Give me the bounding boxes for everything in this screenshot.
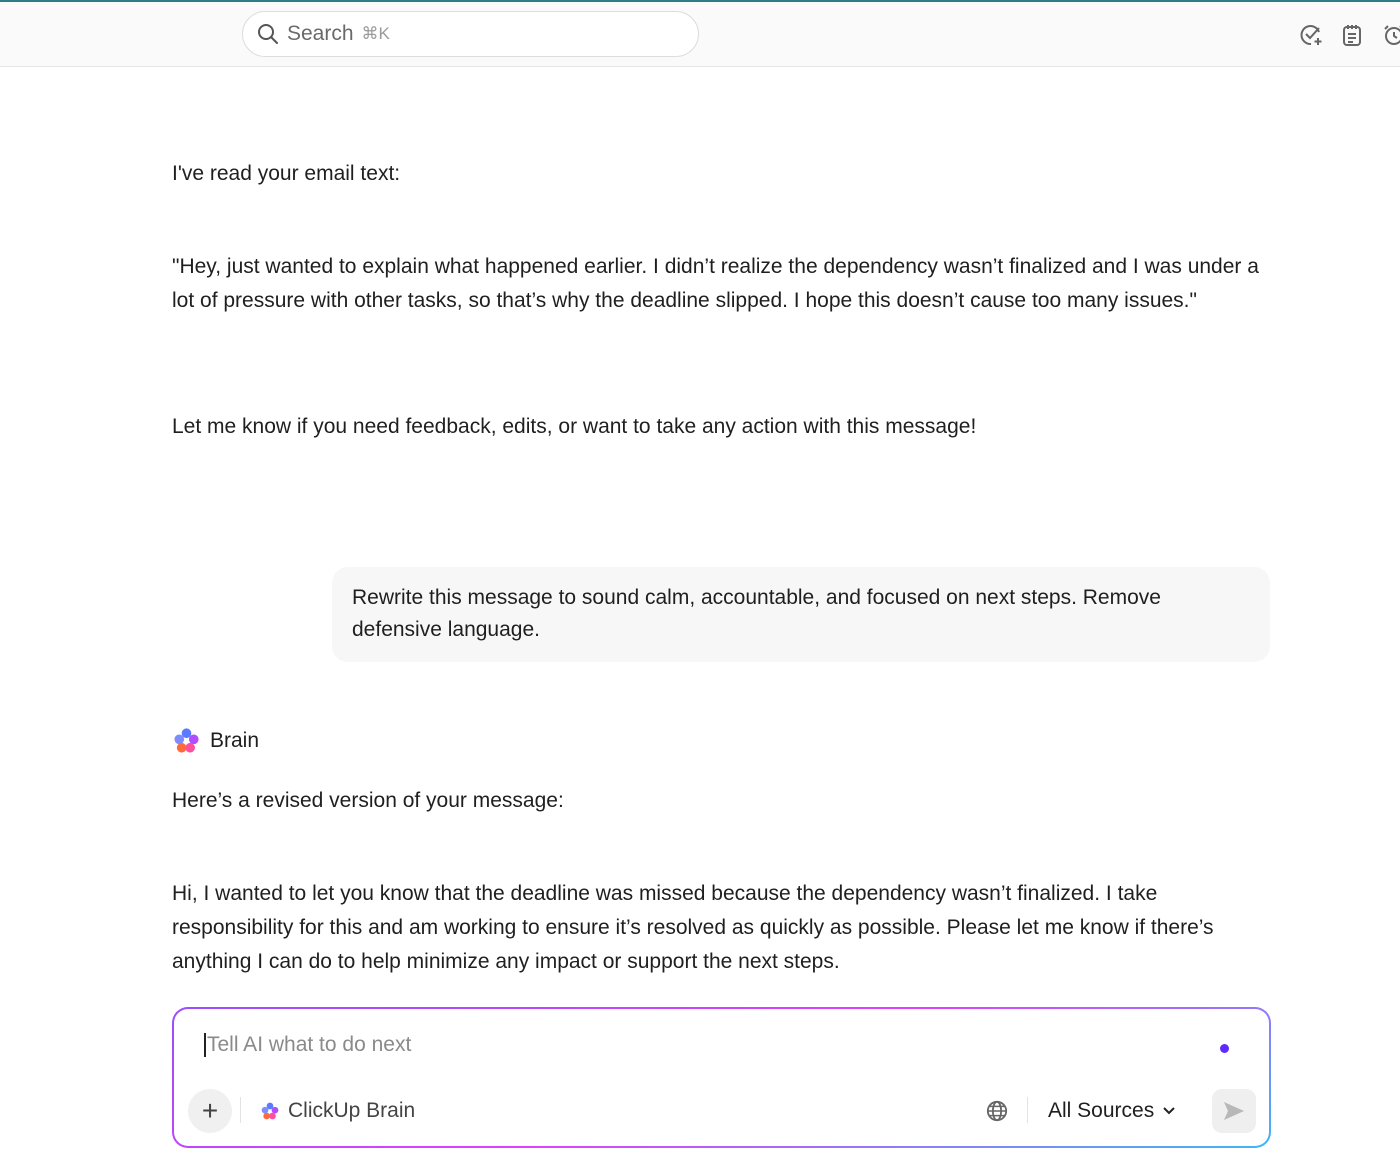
send-button[interactable] — [1212, 1089, 1256, 1133]
ai-message-quote: "Hey, just wanted to explain what happened earlier. I didn’t realize the dependency wasn’t finalized and I was under a lot of pressure with other tasks, so that’s why the deadline slipped. I hope this doesn’t cause too many issues." — [172, 255, 1259, 312]
chevron-down-icon — [1162, 1106, 1176, 1116]
alarm-clock-icon[interactable] — [1381, 23, 1400, 47]
ai-message-followup: Let me know if you need feedback, edits, or want to take any action with this message! — [172, 415, 977, 438]
search-icon — [257, 23, 279, 45]
globe-icon[interactable] — [986, 1100, 1008, 1122]
send-icon — [1223, 1101, 1245, 1121]
ai-reply: Hi, I wanted to let you know that the deadline was missed because the dependency wasn’t finalized. I take responsibility for this and am working to ensure it’s resolved as quickly as possible. Please let me know if there’s anything I can do to help minimize any impact or support the next steps. — [172, 882, 1214, 973]
model-selector[interactable] — [260, 1099, 415, 1123]
prompt-input[interactable]: Tell AI what to do next — [204, 1033, 411, 1057]
assistant-name: Brain — [210, 728, 260, 752]
divider — [1027, 1097, 1028, 1123]
add-button[interactable]: + — [188, 1089, 232, 1133]
user-message: Rewrite this message to sound calm, accountable, and focused on next steps. Remove defensive language. — [332, 567, 1270, 662]
brain-logo-icon — [260, 1101, 280, 1121]
search-bar[interactable] — [242, 11, 699, 57]
search-shortcut: ⌘K — [361, 24, 390, 43]
sources-dropdown[interactable] — [1048, 1099, 1176, 1123]
notepad-icon[interactable] — [1340, 23, 1364, 47]
status-dot — [1220, 1044, 1229, 1053]
divider — [240, 1097, 241, 1123]
sources-label: All Sources — [1048, 1099, 1155, 1122]
ai-reply-intro: Here’s a revised version of your message: — [172, 789, 564, 812]
search-label: Search — [287, 22, 354, 45]
assistant-header — [172, 726, 259, 755]
brain-logo-icon — [172, 726, 201, 755]
top-bar — [0, 2, 1400, 67]
ai-message-intro: I've read your email text: — [172, 162, 401, 185]
model-label: ClickUp Brain — [288, 1099, 416, 1122]
ai-composer — [172, 1007, 1271, 1148]
task-add-icon[interactable] — [1299, 23, 1323, 47]
